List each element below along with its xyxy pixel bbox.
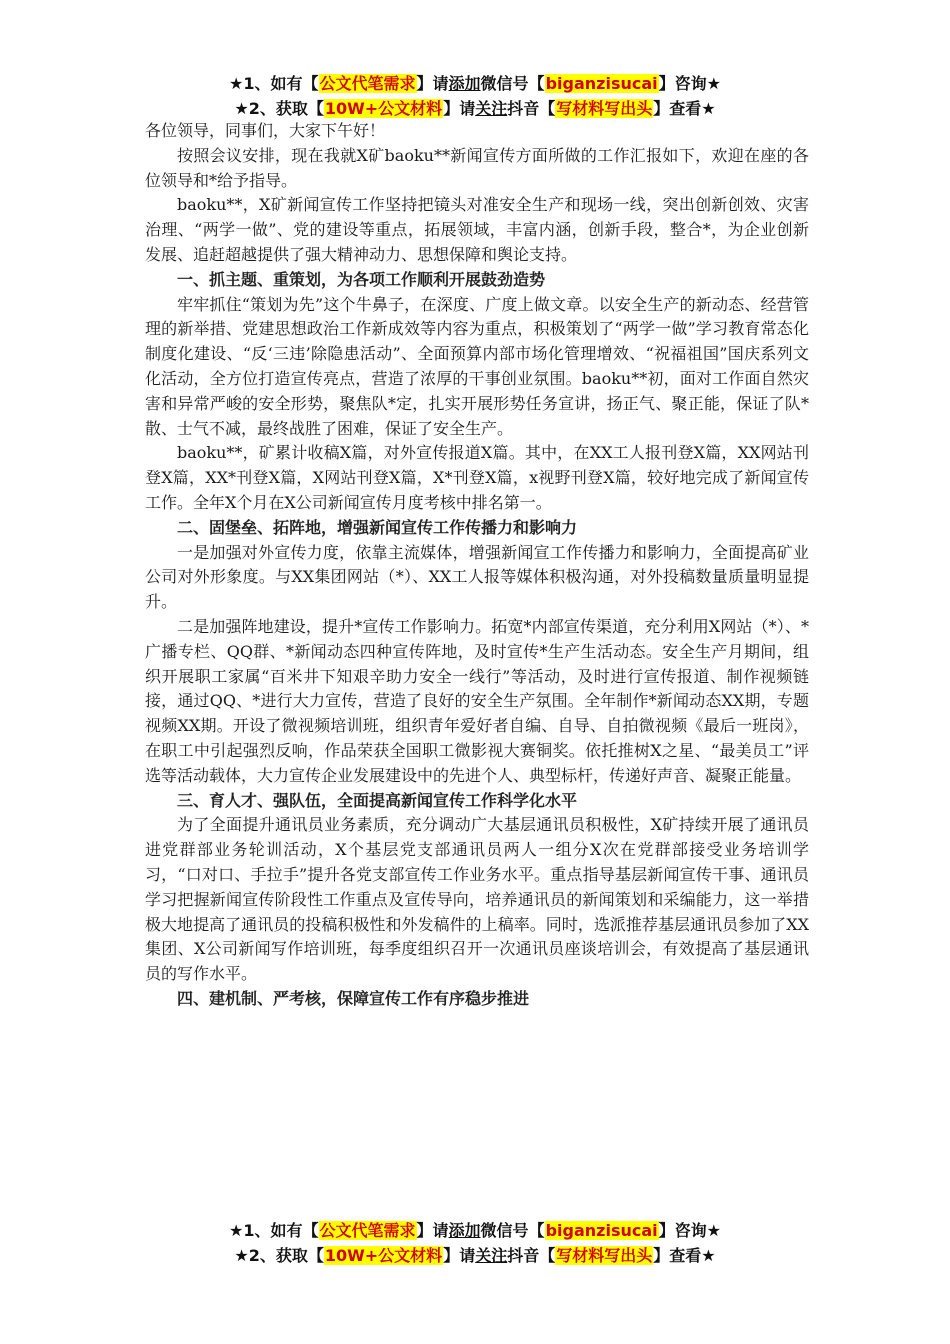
promo-highlight: 10W+公文材料 (324, 1246, 443, 1265)
greeting: 各位领导，同事们，大家下午好！ (145, 121, 386, 140)
promo-prefix: ★2、获取【 (234, 99, 324, 118)
section-heading-4: 四、建机制、严考核，保障宣传工作有序稳步推进 (177, 988, 530, 1008)
promo-highlight: 写材料写出头 (556, 1246, 653, 1265)
promo-suffix: 】查看★ (653, 99, 716, 118)
promo-highlight: biganzisucai (545, 74, 658, 93)
paragraph-intro: 按照会议安排，现在我就X矿baoku**新闻宣传方面所做的工作汇报如下，欢迎在座的各位领导和*给予指导。 (145, 145, 809, 190)
section-heading-1: 一、抓主题、重策划，为各项工作顺利开展鼓劲造势 (177, 269, 546, 289)
promo-text: 】请 (443, 1246, 476, 1265)
promo-highlight: 公文代笔需求 (319, 74, 416, 93)
paragraph-section-1: 牢牢抓住“策划为先”这个牛鼻子，在深度、广度上做文章。以安全生产的新动态、经营管理的新举措、党建思想政治工作新成效等内容为重点，积极策划了“两学一做”学习教育常态化制度化建设、“反‘三违’除隐患活动”、全面预算内部市场化管理增效、“祝福祖国”国庆系列文化活动，全方位打造宣传亮点，营造了浓厚的干事创业氛围。baoku**初，面对工作面自然灾害和异常严峻的安全形势，聚焦队*定，扎实开展形势任务宣讲，扬正气、聚正能，保证了队*散、士气不减，最终战胜了困难，保证了安全生产。 (145, 294, 809, 438)
promo-line-1-top (0, 71, 950, 94)
promo-line-2-top (0, 96, 950, 119)
promo-text: 抖音【 (507, 99, 556, 118)
promo-emphasis: 关注 (475, 99, 508, 118)
paragraph-section-2-b: 二是加强阵地建设，提升*宣传工作影响力。拓宽*内部宣传渠道，充分利用X网站（*）、*广播专栏、QQ群、*新闻动态四种宣传阵地，及时宣传*生产生活动态。安全生产月期间，组织开展职工家属“百米井下知艰辛助力安全一线行”等活动，及时进行宣传报道、制作视频链接，通过QQ、*进行大力宣传，营造了良好的安全生产氛围。全年制作*新闻动态XX期，专题视频XX期。开设了微视频培训班，组织青年爱好者自编、自导、自拍微视频《最后一班岗》，在职工中引起强烈反响，作品荣获全国职工微影视大赛铜奖。依托推树X之星、“最美员工”评选等活动载体，大力宣传企业发展建设中的先进个人、典型标杆，传递好声音、凝聚正能量。 (145, 616, 809, 785)
promo-suffix: 】咨询★ (658, 74, 721, 93)
promo-text: 】请 (443, 99, 476, 118)
paragraph-section-1-stats: baoku**，矿累计收稿X篇，对外宣传报道X篇。其中，在XX工人报刊登X篇，XX网站刊登X篇，XX*刊登X篇，X网站刊登X篇，X*刊登X篇，x视野刊登X篇，较好地完成了新闻宣传工作。全年X个月在X公司新闻宣传月度考核中排名第一。 (145, 443, 809, 512)
promo-highlight: 公文代笔需求 (319, 1221, 416, 1240)
promo-suffix: 】查看★ (653, 1246, 716, 1265)
promo-text: 微信号【 (480, 74, 545, 93)
promo-text: 微信号【 (480, 1221, 545, 1240)
document-body (145, 119, 809, 1012)
promo-line-2-bottom (0, 1243, 950, 1266)
promo-prefix: ★1、如有【 (229, 1221, 319, 1240)
promo-text: 】请 (416, 74, 449, 93)
promo-emphasis: 添加 (448, 74, 481, 93)
promo-emphasis: 关注 (475, 1246, 508, 1265)
paragraph-overview: baoku**，X矿新闻宣传工作坚持把镜头对准安全生产和现场一线，突出创新创效、灾害治理、“两学一做”、党的建设等重点，拓展领域，丰富内涵，创新手段，整合*，为企业创新发展、追赶超越提供了强大精神动力、思想保障和舆论支持。 (145, 195, 809, 264)
promo-highlight: 写材料写出头 (556, 99, 653, 118)
paragraph-section-3: 为了全面提升通讯员业务素质，充分调动广大基层通讯员积极性，X矿持续开展了通讯员进党群部业务轮训活动，X个基层党支部通讯员两人一组分X次在党群部接受业务培训学习，“口对口、手拉手”提升各党支部宣传工作业务水平。重点指导基层新闻宣传干事、通讯员学习把握新闻宣传阶段性工作重点及宣传导向，培养通讯员的新闻策划和采编能力，这一举措极大地提高了通讯员的投稿积极性和外发稿件的上稿率。同时，选派推荐基层通讯员参加了XX集团、X公司新闻写作培训班，每季度组织召开一次通讯员座谈培训会，有效提高了基层通讯员的写作水平。 (145, 815, 809, 984)
promo-emphasis: 添加 (448, 1221, 481, 1240)
promo-highlight: biganzisucai (545, 1221, 658, 1240)
promo-prefix: ★2、获取【 (234, 1246, 324, 1265)
promo-text: 抖音【 (507, 1246, 556, 1265)
promo-prefix: ★1、如有【 (229, 74, 319, 93)
promo-text: 】请 (416, 1221, 449, 1240)
promo-line-1-bottom (0, 1218, 950, 1241)
section-heading-3: 三、育人才、强队伍，全面提高新闻宣传工作科学化水平 (177, 790, 578, 810)
promo-suffix: 】咨询★ (658, 1221, 721, 1240)
promo-highlight: 10W+公文材料 (324, 99, 443, 118)
section-heading-2: 二、固堡垒、拓阵地，增强新闻宣传工作传播力和影响力 (177, 517, 578, 537)
paragraph-section-2-a: 一是加强对外宣传力度，依靠主流媒体，增强新闻宣工作传播力和影响力，全面提高矿业公司对外形象度。与XX集团网站（*）、XX工人报等媒体积极沟通，对外投稿数量质量明显提升。 (145, 542, 809, 612)
